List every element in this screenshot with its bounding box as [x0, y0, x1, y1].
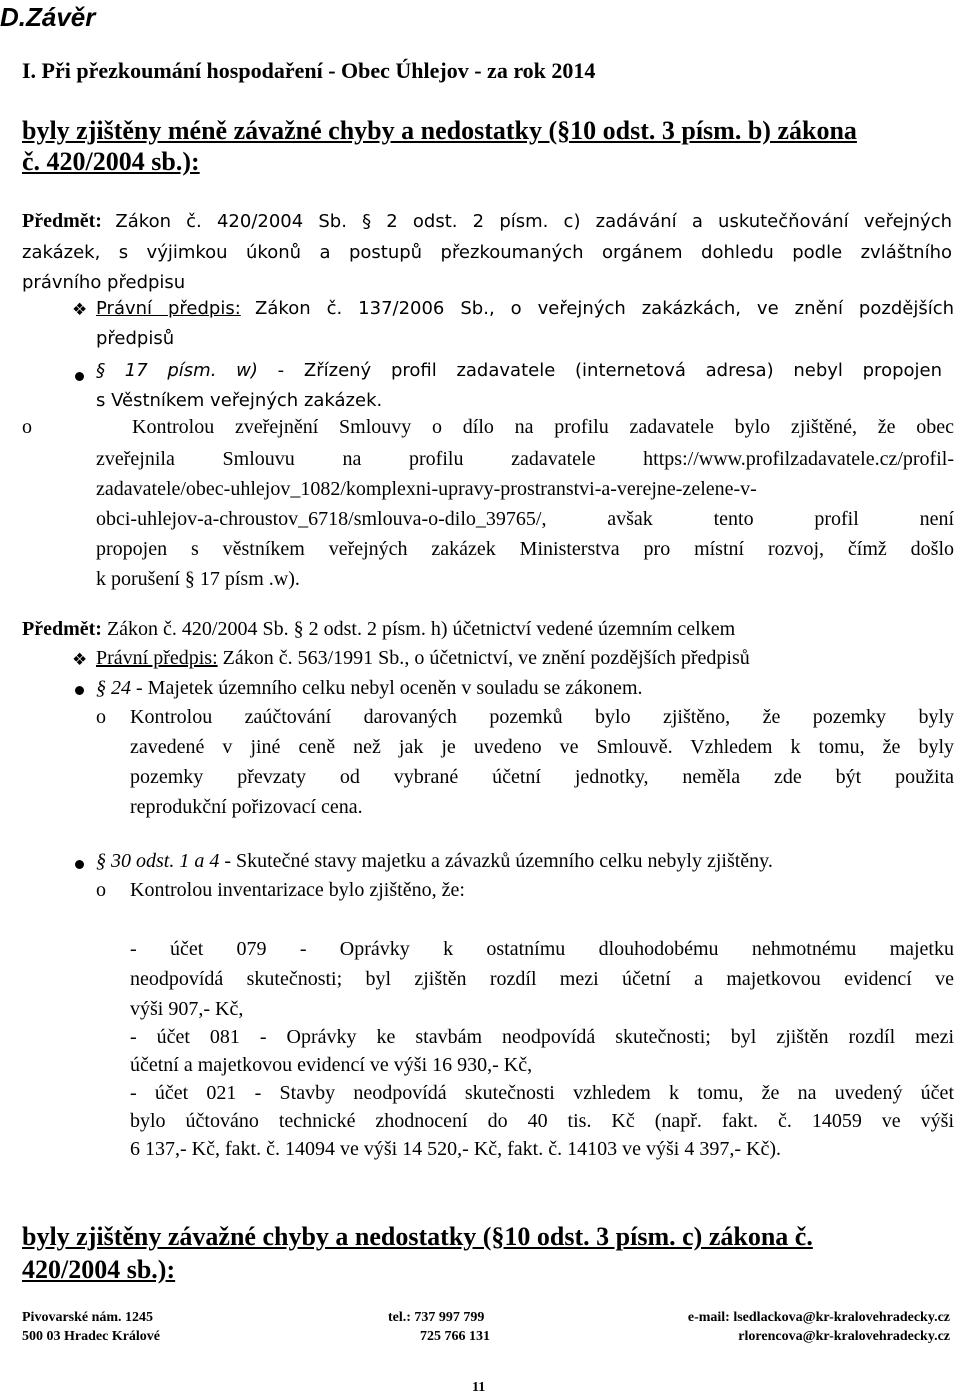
- para-text: - Majetek územního celku nebyl oceněn v souladu se zákonem.: [131, 677, 643, 699]
- account-line: výši 907,- Kč,: [130, 998, 244, 1020]
- section-title: D.Závěr: [0, 2, 96, 32]
- item2-para1: [96, 677, 643, 700]
- subject-text: Zákon č. 420/2004 Sb. § 2 odst. 2 písm. h) účetnictví vedené územním celkem: [106, 618, 736, 640]
- law-label: Právní předpis:: [96, 647, 218, 669]
- finding-marker: o: [96, 879, 106, 901]
- finding-line: k porušení § 17 písm .w).: [96, 568, 300, 590]
- law-text-b: , o účetnictví, ve znění pozdějších předpisů: [404, 647, 750, 669]
- account-line: - účet 021 - Stavby neodpovídá skutečnosti vzhledem k tomu, že na uvedený účet: [130, 1082, 954, 1104]
- subject-label: Předmět:: [22, 618, 102, 640]
- finding-line: reprodukční pořizovací cena.: [130, 796, 363, 818]
- account-line: 6 137,- Kč, fakt. č. 14094 ve výši 14 520,- Kč, fakt. č. 14103 ve výši 4 397,- Kč).: [130, 1138, 781, 1160]
- bullet-dot-icon: [75, 686, 84, 695]
- finding-line: zavedené v jiné ceně než jak je uvedeno ve Smlouvě. Vzhledem k tomu, že byly: [130, 736, 954, 758]
- item2-subject: [22, 618, 735, 641]
- subject-line3: právního předpisu: [22, 272, 186, 293]
- footer-address-line1: Pivovarské nám. 1245: [22, 1310, 154, 1325]
- subject-line2: zakázek, s výjimkou úkonů a postupů přezkoumaných orgánem dohledu podle zvláštního: [22, 242, 952, 263]
- major-findings-header-line1: byly zjištěny závažné chyby a nedostatky (§10 odst. 3 písm. c) zákona č.: [22, 1222, 813, 1251]
- para-ref: § 30 odst. 1 a 4: [96, 850, 220, 872]
- account-line: neodpovídá skutečnosti; byl zjištěn rozdíl mezi účetní a majetkovou evidencí ve: [130, 968, 954, 990]
- para-ref: § 24: [96, 677, 131, 699]
- major-findings-header-line2: 420/2004 sb.):: [22, 1255, 176, 1284]
- bullet-dot-icon: [75, 860, 84, 869]
- para-text-b: s Věstníkem veřejných zakázek.: [96, 390, 383, 411]
- diamond-bullet-icon: ❖: [72, 300, 88, 320]
- minor-findings-header-line2: č. 420/2004 sb.):: [22, 147, 200, 176]
- audit-heading: I. Při přezkoumání hospodaření - Obec Úhlejov - za rok 2014: [22, 58, 596, 83]
- account-line: - účet 081 - Oprávky ke stavbám neodpovídá skutečnosti; byl zjištěn rozdíl mezi: [130, 1026, 954, 1048]
- finding-text: Kontrolou inventarizace bylo zjištěno, že:: [130, 879, 465, 901]
- subject-label: Předmět:: [22, 210, 102, 232]
- minor-findings-header-line1: byly zjištěny méně závažné chyby a nedostatky (§10 odst. 3 písm. b) zákona: [22, 116, 857, 145]
- account-line: - účet 079 - Oprávky k ostatnímu dlouhodobému nehmotnému majetku: [130, 938, 954, 960]
- bullet-dot-icon: [75, 372, 84, 381]
- finding-marker: o: [22, 416, 32, 438]
- footer-tel1: tel.: 737 997 799: [388, 1310, 485, 1325]
- para-text: - Skutečné stavy majetku a závazků územního celku nebyly zjištěny.: [219, 850, 773, 872]
- law-text-a: Zákon č. 563/1991 Sb.: [222, 647, 405, 669]
- item2-para2: [96, 850, 773, 873]
- finding-marker: o: [96, 706, 106, 728]
- page-number: 11: [472, 1380, 486, 1395]
- finding-line: pozemky převzaty od vybrané účetní jednotky, neměla zde být použita: [130, 766, 954, 788]
- footer-address-line2: 500 03 Hradec Králové: [22, 1329, 161, 1344]
- item2-law: [96, 647, 750, 670]
- law-text-c: předpisů: [96, 328, 175, 349]
- finding-line: zadavatele/obec-uhlejov_1082/komplexni-upravy-prostranstvi-a-verejne-zelene-v-: [96, 478, 757, 500]
- finding-line: obci-uhlejov-a-chroustov_6718/smlouva-o-dilo_39765/, avšak tento profil není: [96, 508, 954, 530]
- law-text-a: Zákon č. 137/2006 Sb.: [255, 298, 489, 319]
- finding-line: Kontrolou zaúčtování darovaných pozemků bylo zjištěno, že pozemky byly: [130, 706, 954, 728]
- para-text-a: - Zřízený profil zadavatele (internetová adresa) nebyl propojen: [257, 360, 943, 381]
- law-label: Právní předpis:: [96, 298, 241, 319]
- finding-line: Kontrolou zveřejnění Smlouvy o dílo na profilu zadavatele bylo zjištěné, že obec: [132, 416, 954, 438]
- finding-line: propojen s věstníkem veřejných zakázek Ministerstva pro místní rozvoj, čímž došlo: [96, 538, 954, 560]
- footer-tel2: 725 766 131: [420, 1329, 490, 1344]
- footer-email1[interactable]: e-mail: lsedlackova@kr-kralovehradecky.cz: [687, 1310, 950, 1325]
- diamond-bullet-icon: ❖: [72, 650, 88, 670]
- law-text-b: , o veřejných zakázkách, ve znění pozdějších: [488, 298, 954, 319]
- para-ref: § 17 písm. w): [96, 360, 258, 381]
- account-line: bylo účtováno technické zhodnocení do 40 tis. Kč (např. fakt. č. 14059 ve výši: [130, 1110, 954, 1132]
- subject-line1: Zákon č. 420/2004 Sb. § 2 odst. 2 písm. c) zadávání a uskutečňování veřejných: [115, 211, 953, 232]
- account-line: účetní a majetkovou evidencí ve výši 16 930,- Kč,: [130, 1054, 533, 1076]
- footer-email2[interactable]: rlorencova@kr-kralovehradecky.cz: [738, 1329, 950, 1344]
- finding-line: zveřejnila Smlouvu na profilu zadavatele https://www.profilzadavatele.cz/profil-: [96, 448, 954, 470]
